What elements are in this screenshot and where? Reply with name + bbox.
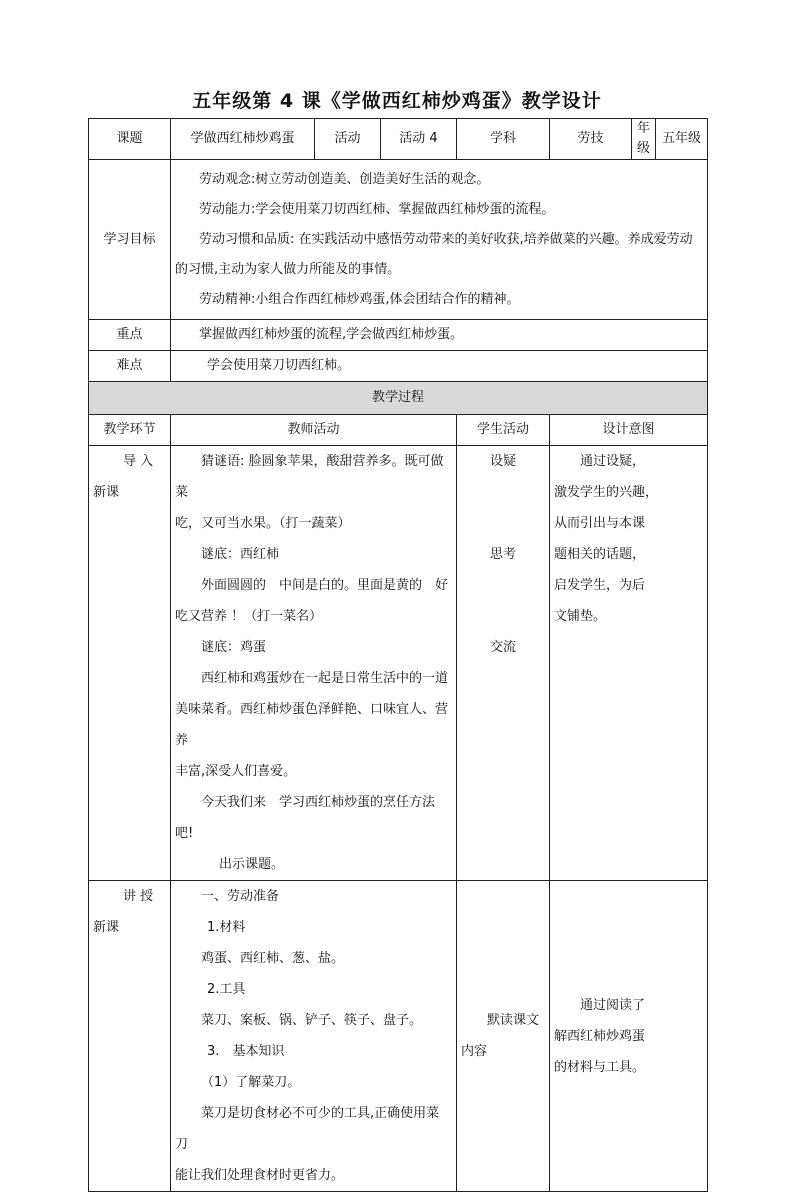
subject-value: 劳技 [550, 119, 632, 160]
teacher-line: 丰富,深受人们喜爱。 [175, 764, 297, 779]
topic-value: 学做西红柿炒鸡蛋 [171, 119, 315, 160]
teacher-line: 吃，又可当水果。（打一蔬菜） [175, 516, 351, 531]
difficulty-text: 学会使用菜刀切西红柿。 [171, 351, 708, 382]
teacher-line: 菜刀、案板、锅、铲子、筷子、盘子。 [201, 1013, 423, 1028]
difficulty-label: 难点 [89, 351, 171, 382]
intent-line: 启发学生，为后 [554, 578, 646, 593]
goal-line: 劳动观念:树立劳动创造美、创造美好生活的观念。 [199, 171, 490, 187]
teacher-line: 西红柿和鸡蛋炒在一起是日常生活中的一道 [201, 671, 449, 686]
teacher-line: 今天我们来 学习西红柿炒蛋的烹任方法吧! [175, 795, 436, 841]
intro-student [457, 446, 550, 881]
goals-content [171, 160, 708, 320]
teacher-line: 谜底：鸡蛋 [201, 640, 267, 655]
activity-value: 活动 4 [381, 119, 457, 160]
teacher-line: 一、劳动准备 [201, 889, 280, 904]
intent-line: 激发学生的兴趣， [554, 485, 659, 500]
lecture-stage-line: 讲 授 [123, 889, 154, 904]
teacher-line: 出示课题。 [219, 857, 285, 872]
process-header-row [89, 415, 708, 446]
teacher-line: 外面圆圆的 中间是白的。里面是黄的 好 [201, 578, 449, 593]
goals-label: 学习目标 [89, 160, 171, 320]
key-point-label: 重点 [89, 320, 171, 351]
info-row [89, 119, 708, 160]
grade-value: 五年级 [656, 119, 708, 160]
intent-line: 题相关的话题， [554, 547, 646, 562]
teacher-line: 美味菜肴。西红柿炒蛋色泽鲜艳、口味宜人、营养 [175, 702, 449, 748]
teacher-line: （1）了解菜刀。 [201, 1075, 301, 1090]
intro-stage-line: 新课 [93, 485, 120, 500]
difficulty-row [89, 351, 708, 382]
student-line: 交流 [490, 640, 517, 655]
lecture-teacher [171, 881, 457, 1192]
goal-line: 劳动能力:学会使用菜刀切西红柿、掌握做西红柿炒蛋的流程。 [199, 201, 555, 217]
intent-line: 的材料与工具。 [554, 1059, 646, 1075]
student-line: 设疑 [490, 454, 517, 469]
goal-line: 劳动精神:小组合作西红柿炒鸡蛋,体会团结合作的精神。 [199, 291, 520, 307]
key-point-text: 掌握做西红柿炒蛋的流程,学会做西红柿炒蛋。 [171, 320, 708, 351]
intent-line: 文铺垫。 [554, 609, 607, 624]
teacher-line: 能让我们处理食材时更省力。 [175, 1168, 345, 1183]
key-point-row [89, 320, 708, 351]
teacher-line: 猜谜语: 脸圆象苹果，酸甜营养多。既可做菜 [175, 454, 444, 500]
student-line: 思考 [490, 547, 517, 562]
lecture-intent [550, 881, 708, 1192]
goal-line: 劳动习惯和品质: 在实践活动中感悟劳动带来的美好收获,培养做菜的兴趣。养成爱劳动的习惯,主动为家人做力所能及的事情。 [175, 231, 693, 277]
student-header: 学生活动 [457, 415, 550, 446]
intent-line: 从而引出与本课 [554, 516, 646, 531]
teacher-header: 教师活动 [171, 415, 457, 446]
lecture-stage-line: 新课 [93, 920, 120, 935]
goals-row [89, 160, 708, 320]
lecture-row [89, 881, 708, 1192]
intent-header: 设计意图 [550, 415, 708, 446]
teacher-line: 3. 基本知识 [207, 1044, 285, 1059]
activity-label: 活动 [315, 119, 381, 160]
topic-label: 课题 [89, 119, 171, 160]
teacher-line: 2.工具 [207, 982, 246, 997]
process-band-row [89, 382, 708, 415]
intent-line: 通过设疑， [580, 454, 646, 469]
grade-label: 年级 [632, 119, 656, 160]
intro-stage [89, 446, 171, 881]
student-line: 默读课文 [487, 1013, 540, 1028]
teacher-line: 鸡蛋、西红柿、葱、盐。 [201, 951, 345, 966]
lecture-student [457, 881, 550, 1192]
document-title: 五年级第 4 课《学做西红柿炒鸡蛋》教学设计 [192, 90, 602, 112]
student-line: 内容 [461, 1044, 488, 1059]
intro-stage-line: 导 入 [123, 454, 154, 469]
teacher-line: 谜底：西红柿 [201, 547, 280, 562]
teacher-line: 1.材料 [207, 920, 246, 935]
lecture-stage [89, 881, 171, 1192]
subject-label: 学科 [457, 119, 550, 160]
process-title: 教学过程 [89, 382, 708, 415]
intro-intent [550, 446, 708, 881]
teacher-line: 菜刀是切食材必不可少的工具,正确使用菜刀 [175, 1106, 440, 1152]
lesson-plan-table [88, 118, 708, 1192]
intro-teacher [171, 446, 457, 881]
teacher-line: 吃又营养 ！（打一菜名） [175, 609, 323, 624]
intro-row [89, 446, 708, 881]
stage-header: 教学环节 [89, 415, 171, 446]
intent-line: 解西红柿炒鸡蛋 [554, 1028, 646, 1044]
intent-line: 通过阅读了 [580, 997, 646, 1013]
